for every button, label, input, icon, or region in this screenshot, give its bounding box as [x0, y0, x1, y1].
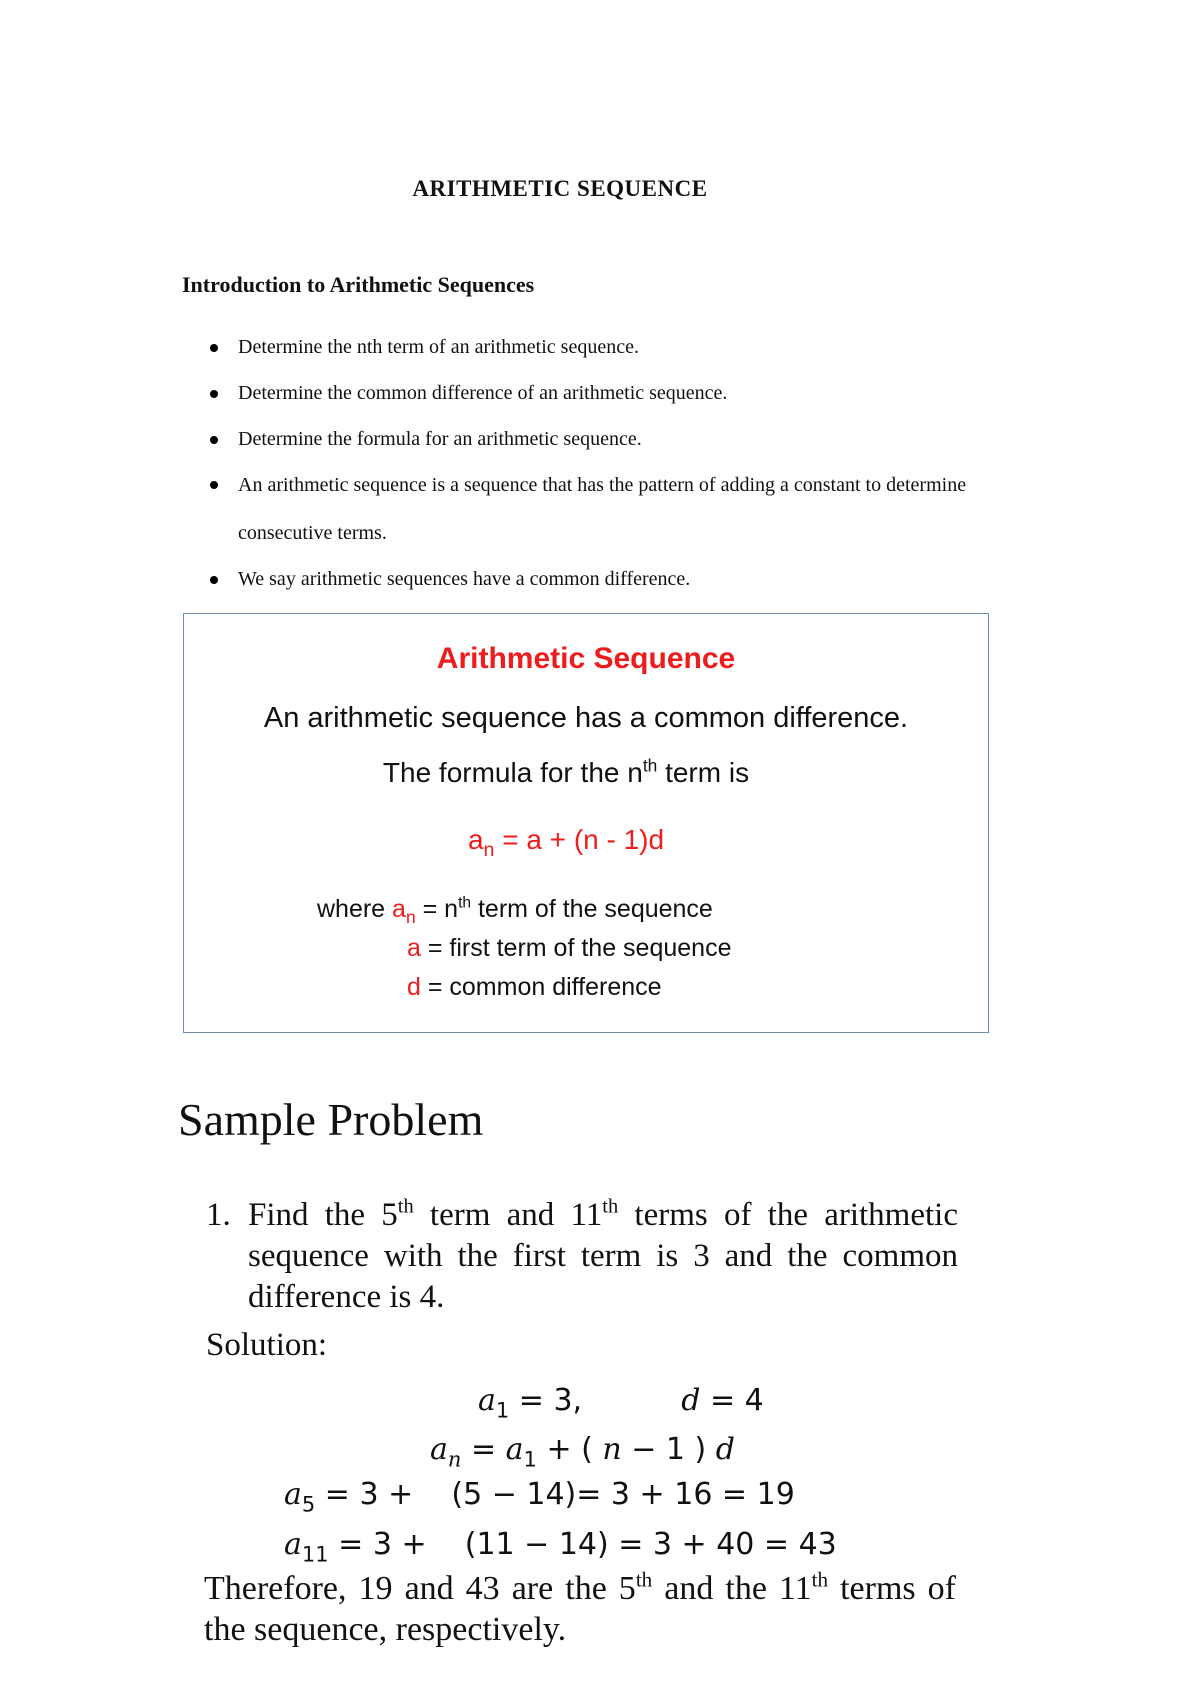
formula-box	[183, 613, 989, 1033]
formula-definitions	[317, 890, 731, 1007]
solution-label: Solution:	[206, 1327, 328, 1363]
list-item	[200, 426, 1060, 452]
list-item-text: An arithmetic sequence is a sequence that has the pattern of adding a constant to determine consecutive terms.	[238, 474, 967, 544]
problem-text: Find the 5th term and 11th terms of the arithmetic sequence with the first term is 3 and the common difference is 4.	[248, 1195, 958, 1315]
section-heading: Introduction to Arithmetic Sequences	[182, 272, 535, 297]
solution-line-a5: $a_5 = 3$ + (5 − 14)= 3 + 16 = 19	[284, 1477, 795, 1517]
formula-box-formula-intro: The formula for the $n^{th}$ term is	[382, 755, 750, 788]
definition-a: a = first term of the sequence	[407, 934, 732, 962]
solution-line-given: $a_1 = 3$, d = 4	[478, 1383, 764, 1423]
definition-d: d = common difference	[407, 973, 662, 1001]
list-item	[200, 566, 1060, 592]
problem-statement	[206, 1195, 958, 1318]
list-item-text: Determine the formula for an arithmetic sequence.	[238, 428, 642, 450]
nth-term-formula: $a_n = a + (n - 1)d$	[467, 824, 665, 861]
list-item-text: Determine the common difference of an arithmetic sequence.	[238, 382, 728, 404]
solution-line-formula: $a_n = a_1$ + ( n − 1 ) d	[430, 1432, 735, 1472]
bullet-icon	[210, 344, 218, 352]
bullet-icon	[210, 436, 218, 444]
list-item-text: We say arithmetic sequences have a common difference.	[238, 568, 691, 590]
document-title: ARITHMETIC SEQUENCE	[412, 176, 708, 201]
list-item	[200, 380, 1060, 406]
list-item-text: Determine the nth term of an arithmetic sequence.	[238, 336, 639, 358]
bullet-icon	[210, 390, 218, 398]
definition-an: where $a_n = n^{th}$ term of the sequence	[317, 894, 713, 928]
bullet-icon	[210, 576, 218, 584]
conclusion-text: Therefore, 19 and 43 are the 5th and the 11th terms of the sequence, respectively.	[204, 1567, 956, 1648]
solution-line-a11: $a_{11} = 3$ + (11 − 14) = 3 + 40 = 43	[284, 1527, 837, 1567]
sample-problem-heading: Sample Problem	[178, 1094, 484, 1145]
problem-number: 1.	[206, 1197, 231, 1233]
objectives-list	[200, 334, 1060, 612]
bullet-icon	[210, 481, 218, 489]
list-item	[200, 461, 1060, 557]
formula-box-intro: An arithmetic sequence has a common difference.	[263, 702, 909, 734]
list-item	[200, 334, 1060, 360]
formula-box-title: Arithmetic Sequence	[436, 642, 736, 675]
